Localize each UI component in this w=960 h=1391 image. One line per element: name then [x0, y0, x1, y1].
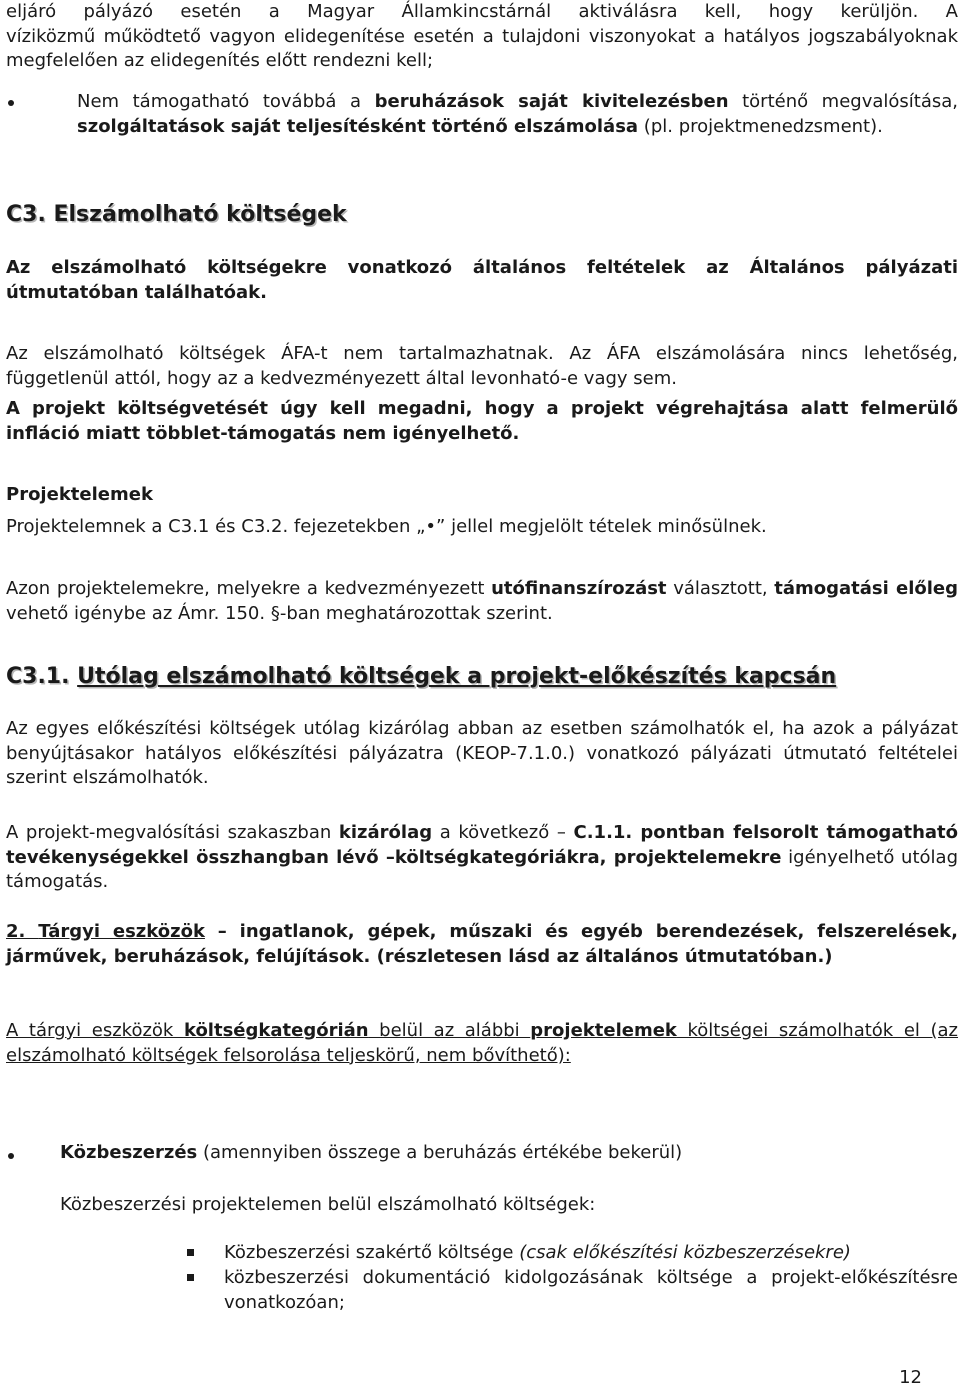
page-number: 12 [899, 1367, 922, 1388]
heading-c3-1 [6, 665, 958, 690]
top-paragraph-rest: víziközmű működtető vagyon elidegenítése esetén a tulajdoni viszonyokat a hatályos jogszabályoknak megfelelően az elidegenítés előtt rendezni kell; [6, 25, 958, 71]
text-run: Közbeszerzési szakértő költsége [224, 1242, 520, 1263]
bold-run: Közbeszerzés [60, 1142, 198, 1163]
text-run: A projekt-megvalósítási szakaszban [6, 822, 339, 843]
heading-c3: C3. Elszámolható költségek [6, 202, 347, 227]
procurement-subitem-1 [224, 1241, 958, 1266]
bold-run: projektelemek [530, 1020, 677, 1041]
text-run: Nem támogatható továbbá a [77, 91, 375, 112]
bold-run: beruházások saját kivitelezésben [374, 91, 729, 112]
text-run: vehető igénybe az Ámr. 150. §-ban meghatározottak szerint. [6, 602, 553, 624]
bullet-dot-icon [8, 100, 14, 106]
text-run: költségei számolhatók el (az elszámolható költségek felsorolása teljeskörű, nem bővíthető): [6, 1020, 959, 1066]
prep-paragraph: Az egyes előkészítési költségek utólag kizárólag abban az esetben számolhatók el, ha azok a pályázat benyújtásakor hatályos előkészítési pályázatra (KEOP-7.1.0.) vonatkozó pályázati útmutató feltételei szerint elszámolhatók. [6, 718, 958, 788]
cost-category-paragraph [6, 1019, 958, 1068]
bold-run: utófinanszírozást [491, 578, 667, 599]
text-run: választott, [666, 578, 775, 599]
heading-number: C3.1. [6, 664, 78, 689]
text-run: Azon projektelemekre, melyekre a kedvezményezett [6, 578, 492, 599]
heading-text: Utólag elszámolható költségek a projekt-előkészítés kapcsán [77, 664, 837, 689]
procurement-item [60, 1141, 958, 1166]
document-page [6, 0, 958, 1389]
text-run: igényelhető utólag támogatás. [6, 846, 958, 892]
procurement-sub-intro: Közbeszerzési projektelemen belül elszámolható költségek: [60, 1194, 596, 1215]
bold-run: költségkategórián [183, 1020, 369, 1041]
section-title: Tárgyi eszközök [38, 921, 205, 942]
not-supported-bullet [77, 90, 958, 139]
text-run: (pl. projektmenedzsment). [638, 115, 883, 137]
text-run: a következő – [432, 822, 574, 843]
text-run: (amennyiben összege a beruházás értékébe bekerül) [197, 1142, 683, 1163]
bold-run: szolgáltatások saját teljesítésként történő elszámolása [77, 115, 639, 137]
text-run: történő megvalósítása, [728, 91, 958, 112]
implementation-paragraph [6, 821, 958, 895]
bold-run: kizárólag [338, 822, 433, 843]
section-number: 2. [6, 921, 39, 942]
text-run: belül az alábbi [368, 1020, 531, 1041]
advance-paragraph [6, 577, 958, 626]
procurement-subitem-2: közbeszerzési dokumentáció kidolgozásának költsége a projekt-előkészítésre vonatkozóan; [224, 1267, 958, 1313]
bold-run: C.1.1. pontban felsorolt támogatható tevékenységekkel összhangban lévő –költségkategóriákra, projektelemekre [6, 822, 958, 868]
inflation-paragraph: A projekt költségvetését úgy kell megadni, hogy a projekt végrehajtása alatt felmerülő infláció miatt többlet-támogatás nem igényelhető. [6, 398, 958, 444]
bullet-dot-icon [8, 1153, 14, 1159]
bold-run: támogatási előleg [774, 578, 959, 599]
square-bullet-icon [187, 1274, 194, 1281]
section-description: – ingatlanok, gépek, műszaki és egyéb berendezések, felszerelések, járművek, beruházások, felújítások. (részletesen lásd az általános útmutatóban.) [6, 921, 958, 967]
square-bullet-icon [187, 1249, 194, 1256]
afa-paragraph: Az elszámolható költségek ÁFA-t nem tartalmazhatnak. Az ÁFA elszámolására nincs lehetőség, függetlenül attól, hogy az a kedvezményezett által levonható-e vagy sem. [6, 343, 958, 389]
italic-run: (csak előkészítési közbeszerzésekre) [519, 1242, 851, 1263]
text-run: A tárgyi eszközök [6, 1020, 184, 1041]
projektelemek-line: Projektelemnek a C3.1 és C3.2. fejezetekben „•” jellel megjelölt tételek minősülnek. [6, 516, 767, 537]
c3-intro: Az elszámolható költségekre vonatkozó általános feltételek az Általános pályázati útmutatóban találhatóak. [6, 257, 958, 303]
top-paragraph-line1: eljáró pályázó esetén a Magyar Államkincstárnál aktiválásra kell, hogy kerüljön. A [6, 1, 958, 22]
projektelemek-title: Projektelemek [6, 484, 153, 505]
section-2-title [6, 920, 958, 969]
